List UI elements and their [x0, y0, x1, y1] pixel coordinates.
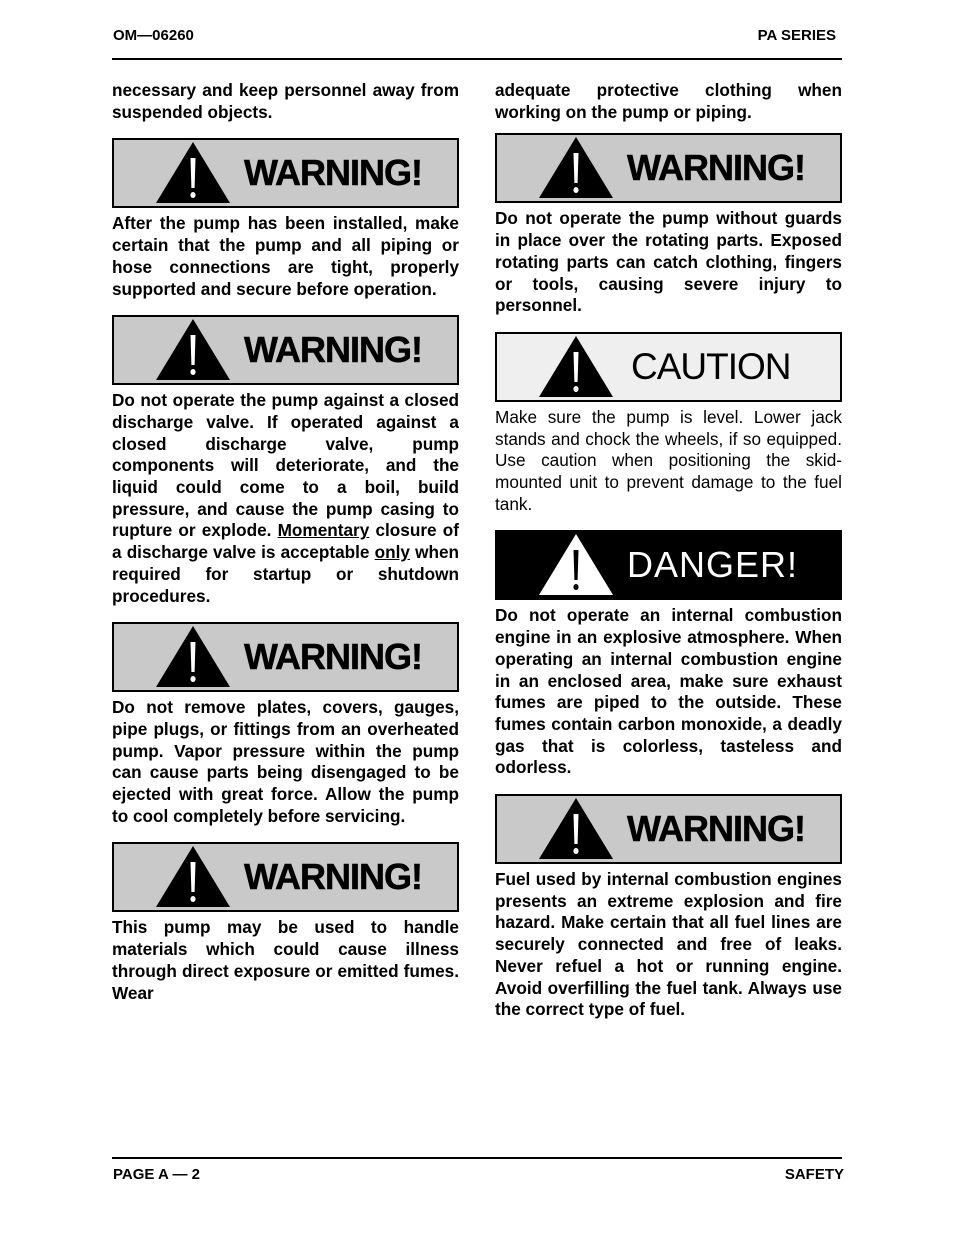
document-number: OM—06260 [113, 27, 194, 44]
danger-text-combustion: Do not operate an internal combustion engine in an explosive atmosphere. When operating an internal combustion engine in an enclosed area, make sure exhaust fumes are piped to the outside. These fumes contain carbon monoxide, a deadly gas that is colorless, tasteless and odorless. [495, 605, 842, 778]
warning-triangle-icon [155, 845, 231, 908]
warning-text-fuel: Fuel used by internal combustion engines presents an extreme explosion and fire hazard. Make certain that all fuel lines are securely connected and free of leaks. Never refuel a hot or running engine. Avoid overfilling the fuel tank. Always use the correct type of fuel. [495, 869, 842, 1020]
warning-label: WARNING! [244, 152, 422, 194]
warning-box [112, 138, 459, 208]
warning-label: WARNING! [244, 636, 422, 678]
caution-label: CAUTION [631, 345, 791, 387]
warning-text-guards: Do not operate the pump without guards in place over the rotating parts. Exposed rotating parts can catch clothing, fingers or tools, causing severe injury to personnel. [495, 208, 842, 316]
warning-label: WARNING! [244, 329, 422, 371]
danger-box [495, 530, 842, 600]
danger-label: DANGER! [627, 544, 799, 586]
warning-box [495, 794, 842, 864]
warning-box [112, 315, 459, 385]
footer-rule [112, 1157, 842, 1159]
warning-label: WARNING! [627, 808, 805, 850]
underlined-only: only [374, 542, 410, 563]
warning-text-connections: After the pump has been installed, make certain that the pump and all piping or hose connections are tight, properly supported and secure before operation. [112, 213, 459, 299]
warning-label: WARNING! [244, 856, 422, 898]
warning-triangle-icon [155, 318, 231, 381]
underlined-momentary: Momentary [277, 520, 370, 541]
caution-text-level: Make sure the pump is level. Lower jack stands and chock the wheels, if so equipped. Use caution when positioning the skid-mounted unit to prevent damage to the fuel tank. [495, 406, 842, 514]
right-column [495, 80, 842, 1021]
warning-box [495, 133, 842, 203]
page-number: PAGE A — 2 [113, 1166, 200, 1183]
text-run: Do not operate the pump against a closed discharge valve. If operated against a closed discharge valve, pump components will deteriorate, and the liquid could come to a boil, build pressure, and cause the pump casing to rupture or explode. [112, 390, 459, 541]
caution-box [495, 332, 842, 402]
warning-label: WARNING! [627, 147, 805, 189]
left-intro-text: necessary and keep personnel away from suspended objects. [112, 80, 459, 122]
warning-triangle-icon [155, 625, 231, 688]
text-run: closure of a discharge valve is acceptable [112, 520, 459, 563]
warning-box [112, 842, 459, 912]
warning-box [112, 622, 459, 692]
warning-triangle-icon [538, 136, 614, 199]
right-intro-text: adequate protective clothing when working on the pump or piping. [495, 80, 842, 122]
danger-triangle-icon [538, 533, 614, 596]
header-rule [112, 58, 842, 60]
left-column [112, 80, 459, 1004]
text-run: when required for startup or shutdown procedures. [112, 542, 460, 606]
section-title: SAFETY [784, 1166, 844, 1183]
warning-triangle-icon [538, 797, 614, 860]
series-title: PA SERIES [757, 27, 836, 44]
caution-triangle-icon [538, 335, 614, 398]
warning-text-materials: This pump may be used to handle materials which could cause illness through direct exposure or emitted fumes. Wear [112, 917, 459, 1003]
warning-text-closed-valve [112, 390, 459, 607]
warning-triangle-icon [155, 141, 231, 204]
warning-text-overheated: Do not remove plates, covers, gauges, pipe plugs, or fittings from an overheated pump. Vapor pressure within the pump can cause parts being disengaged to be ejected with great force. Allow the pump to cool completely before servicing. [112, 697, 459, 826]
